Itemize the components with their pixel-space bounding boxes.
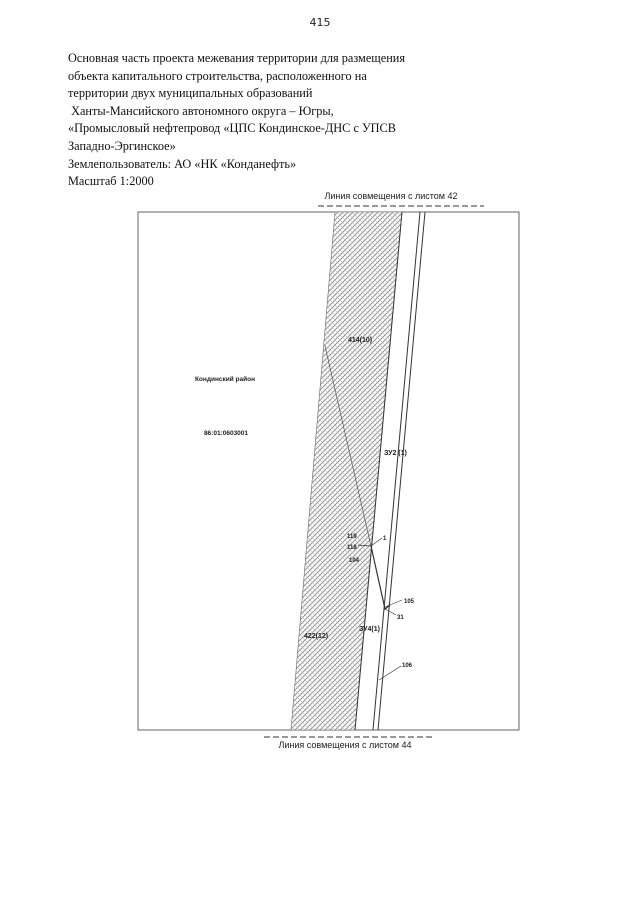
parcel-label-zu4: ЗУ4(1) [359, 626, 380, 633]
point-label-119: 119 [347, 534, 357, 540]
cadastral-block-label: 86:01:0603001 [203, 430, 249, 437]
header-line-3: территории двух муниципальных образований [68, 86, 313, 101]
leader-p105 [385, 600, 402, 607]
bottom-match-line-label: Линия совмещения с листом 44 [278, 740, 412, 750]
parcel-label-zu2: ЗУ2 (1) [384, 450, 407, 457]
district-label: Кондинский район [194, 376, 256, 383]
point-label-104: 104 [349, 558, 360, 564]
leader-p106 [379, 666, 401, 680]
point-label-106: 106 [402, 663, 413, 669]
header-line-7: Землепользователь: АО «НК «Конданефть» [68, 156, 297, 171]
header-line-1: Основная часть проекта межевания территории для размещения [68, 51, 406, 65]
parcel-label-422: 422(12) [304, 633, 329, 640]
point-label-118: 118 [347, 545, 357, 551]
header-line-2: объекта капитального строительства, расположенного на [68, 68, 367, 83]
header-line-4: Ханты-Мансийского автономного округа – Югры, [68, 103, 334, 118]
leader-p31 [385, 609, 396, 615]
point-label-105: 105 [404, 599, 415, 605]
page-number: 415 [309, 16, 331, 29]
point-label-31: 31 [397, 615, 404, 621]
header-line-6: Западно-Эргинское» [68, 138, 176, 153]
top-match-line-label: Линия совмещения с листом 42 [324, 191, 458, 201]
header-line-8: Масштаб 1:2000 [68, 174, 154, 189]
point-label-1: 1 [383, 536, 387, 542]
header-line-5: «Промысловый нефтепровод «ЦПС Кондинское-ДНС с УПСВ [68, 121, 396, 136]
parcel-label-414: 414(10) [348, 337, 373, 344]
